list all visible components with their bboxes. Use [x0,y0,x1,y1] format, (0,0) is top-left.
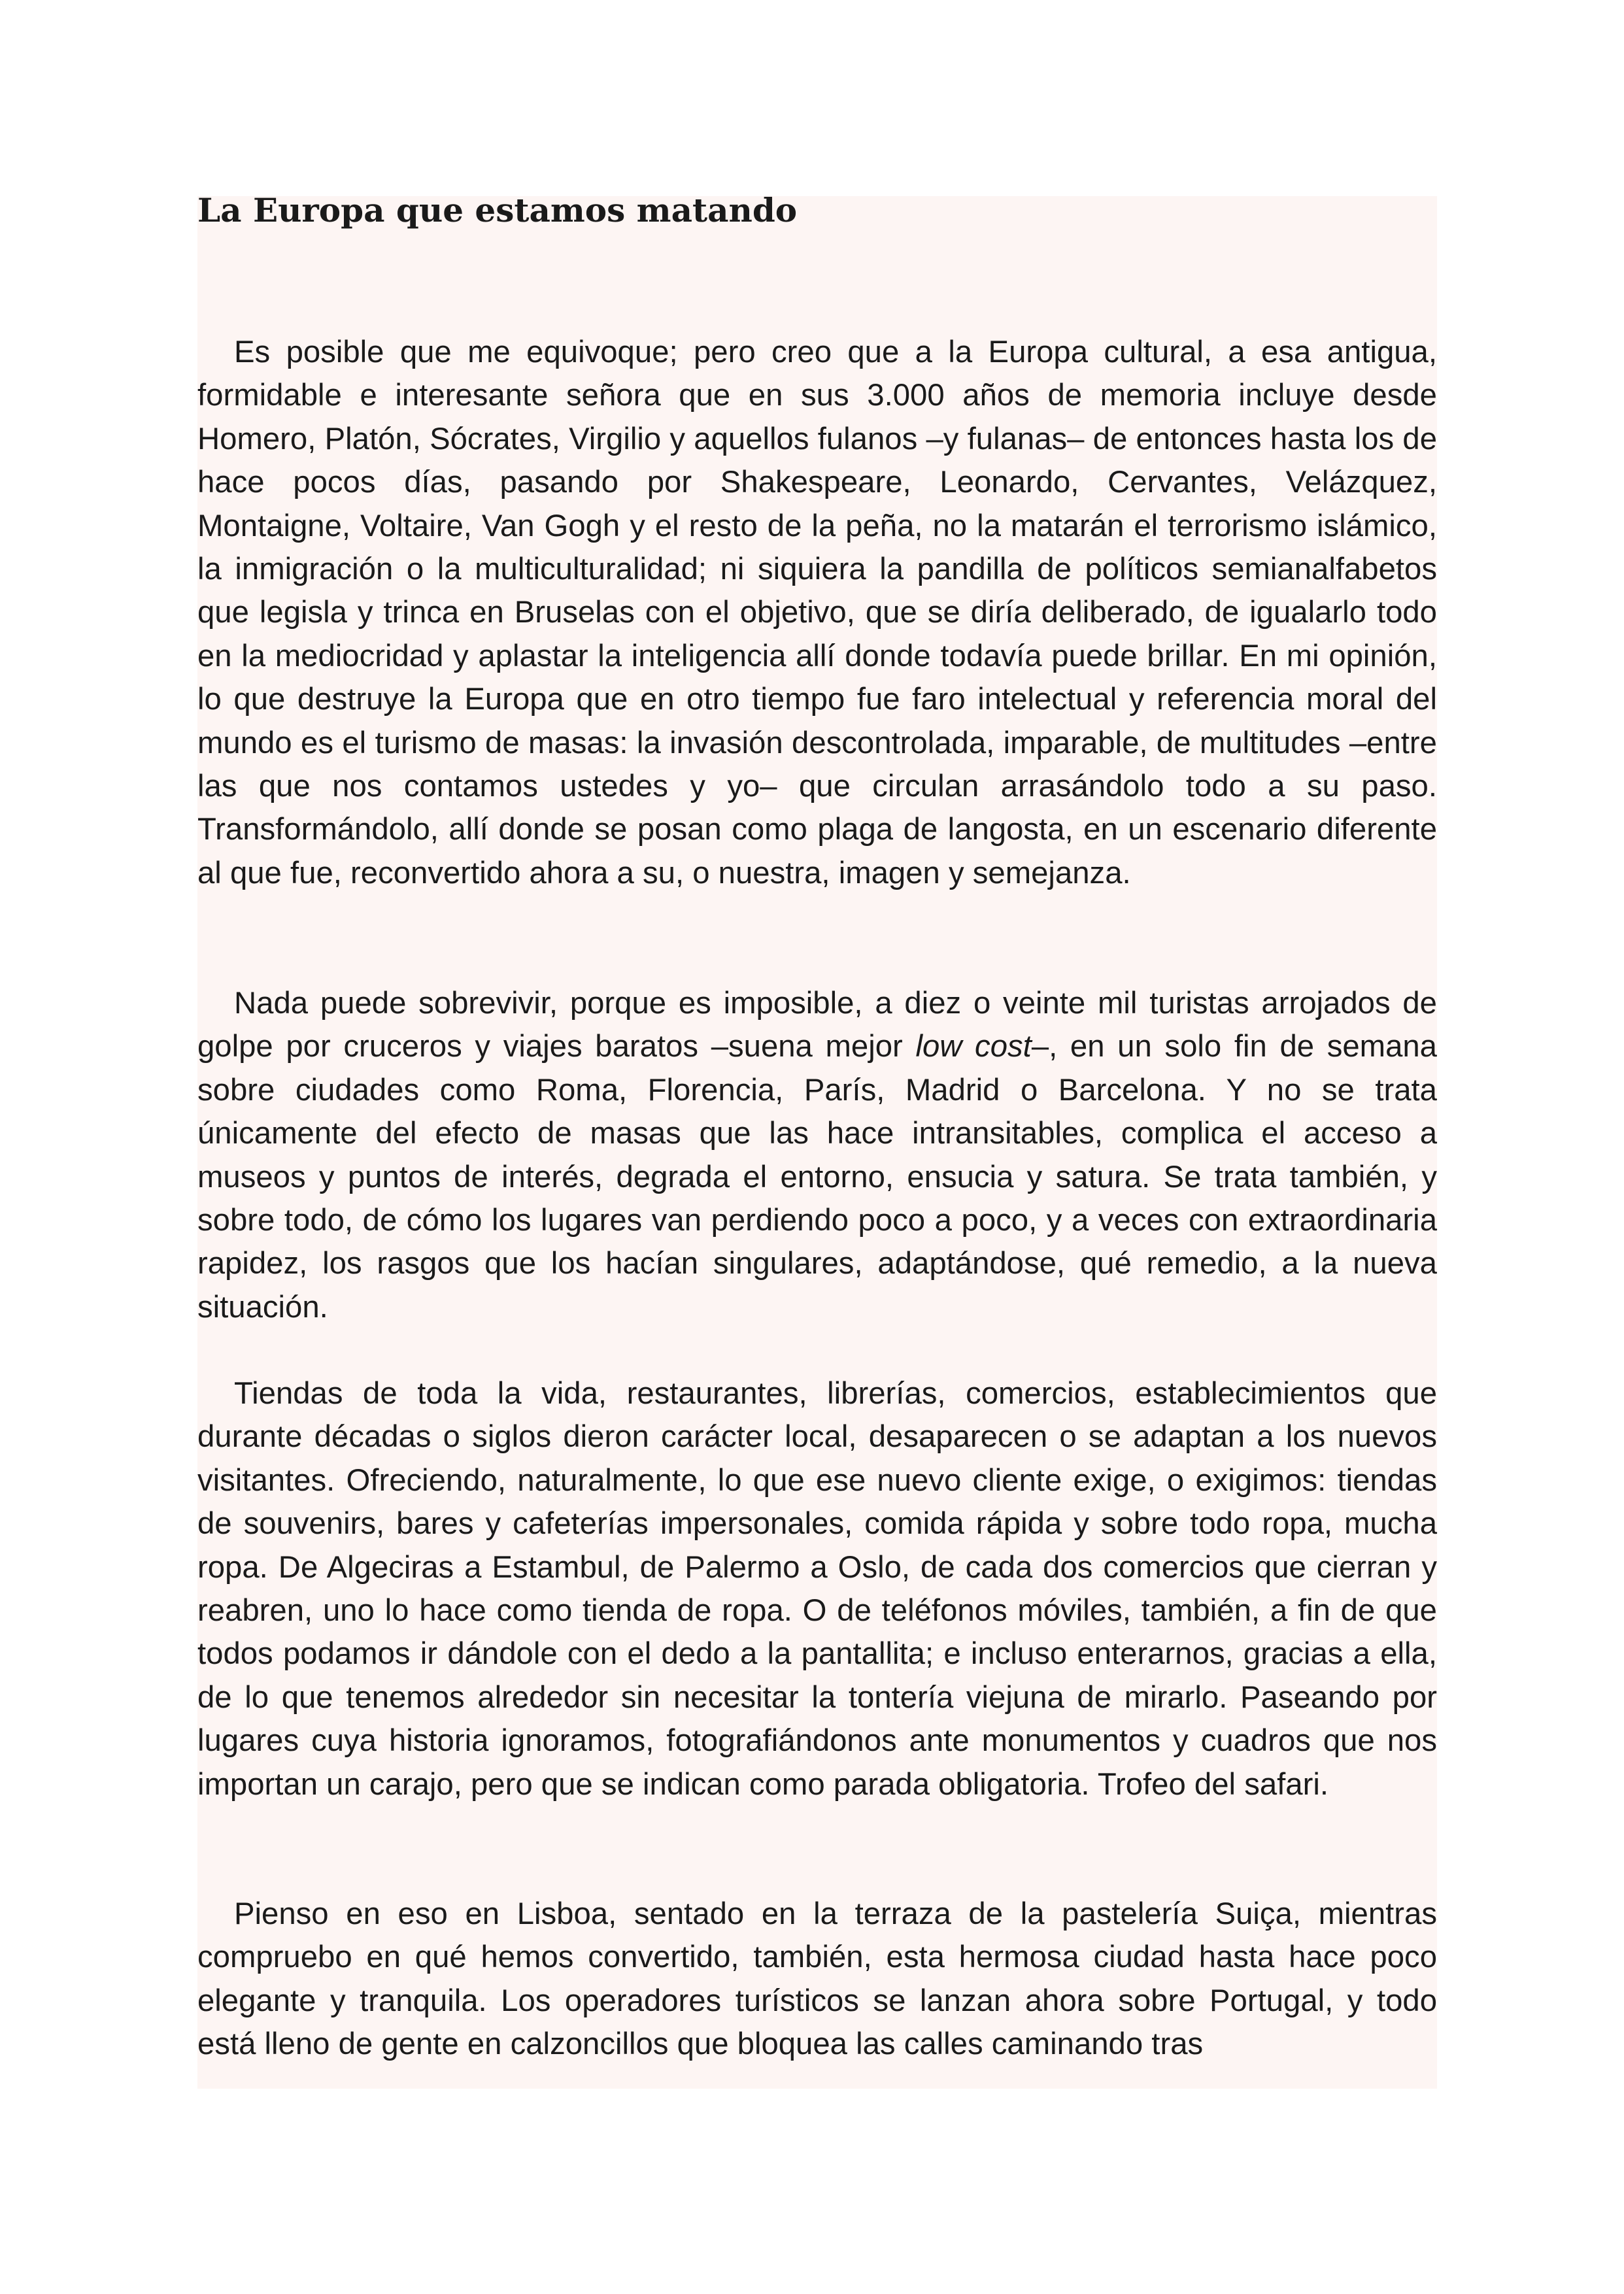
paragraph-4 [197,1893,1437,2066]
paragraph-3-text: Tiendas de toda la vida, restaurantes, librerías, comercios, establecimientos que durante décadas o siglos dieron carácter local, desaparecen o se adaptan a los nuevos visitantes. Ofreciendo, naturalmente, lo que ese nuevo cliente exige, o exigimos: tiendas de souvenirs, bares y cafeterías impersonales, comida rápida y sobre todo ropa, mucha ropa. De Algeciras a Estambul, de Palermo a Oslo, de cada dos comercios que cierran y reabren, uno lo hace como tienda de ropa. O de teléfonos móviles, también, a fin de que todos podamos ir dándole con el dedo a la pantallita; e incluso enterarnos, gracias a ella, de lo que tenemos alrededor sin necesitar la tontería viejuna de mirarlo. Paseando por lugares cuya historia ignoramos, fotografiándonos ante monumentos y cuadros que nos importan un carajo, pero que se indican como parada obligatoria. Trofeo del safari. [197,1376,1437,1802]
paragraph-4-text: Pienso en eso en Lisboa, sentado en la terraza de la pastelería Suiça, mientras compruebo en qué hemos convertido, también, esta hermosa ciudad hasta hace poco elegante y tranquila. Los operadores turísticos se lanzan ahora sobre Portugal, y todo está lleno de gente en calzoncillos que bloquea las calles caminando tras [197,1897,1437,2062]
paragraph-1-text: Es posible que me equivoque; pero creo que a la Europa cultural, a esa antigua, formidable e interesante señora que en sus 3.000 años de memoria incluye desde Homero, Platón, Sócrates, Virgilio y aquellos fulanos –y fulanas– de entonces hasta los de hace pocos días, pasando por Shakespeare, Leonardo, Cervantes, Velázquez, Montaigne, Voltaire, Van Gogh y el resto de la peña, no la matarán el terrorismo islámico, la inmigración o la multiculturalidad; ni siquiera la pandilla de políticos semianalfabetos que legisla y trinca en Bruselas con el objetivo, que se diría deliberado, de igualarlo todo en la mediocridad y aplastar la inteligencia allí donde todavía puede brillar. En mi opinión, lo que destruye la Europa que en otro tiempo fue faro intelectual y referencia moral del mundo es el turismo de masas: la invasión descontrolada, imparable, de multitudes –entre las que nos contamos ustedes y yo– que circulan arrasándolo todo a su paso. Transformándolo, allí donde se posan como plaga de langosta, en un escenario diferente al que fue, reconvertido ahora a su, o nuestra, imagen y semejanza. [197,335,1437,890]
paragraph-2-text-start: Nada puede sobrevivir, porque es imposible, a diez o veinte mil turistas arrojados de golpe por cruceros y viajes baratos –suena mejor [197,986,1437,1064]
article-title: La Europa que estamos matando [197,191,798,229]
paragraph-2 [197,982,1437,1329]
paragraph-2-italic-term: low cost [915,1029,1032,1064]
paragraph-2-text-end: –, en un solo fin de semana sobre ciudades como Roma, Florencia, París, Madrid o Barcelona. Y no se trata únicamente del efecto de masas que las hace intransitables, complica el acceso a museos y puntos de interés, degrada el entorno, ensucia y satura. Se trata también, y sobre todo, de cómo los lugares van perdiendo poco a poco, y a veces con extraordinaria rapidez, los rasgos que los hacían singulares, adaptándose, qué remedio, a la nueva situación. [197,1029,1437,1324]
paragraph-3 [197,1372,1437,1806]
paragraph-1 [197,331,1437,895]
